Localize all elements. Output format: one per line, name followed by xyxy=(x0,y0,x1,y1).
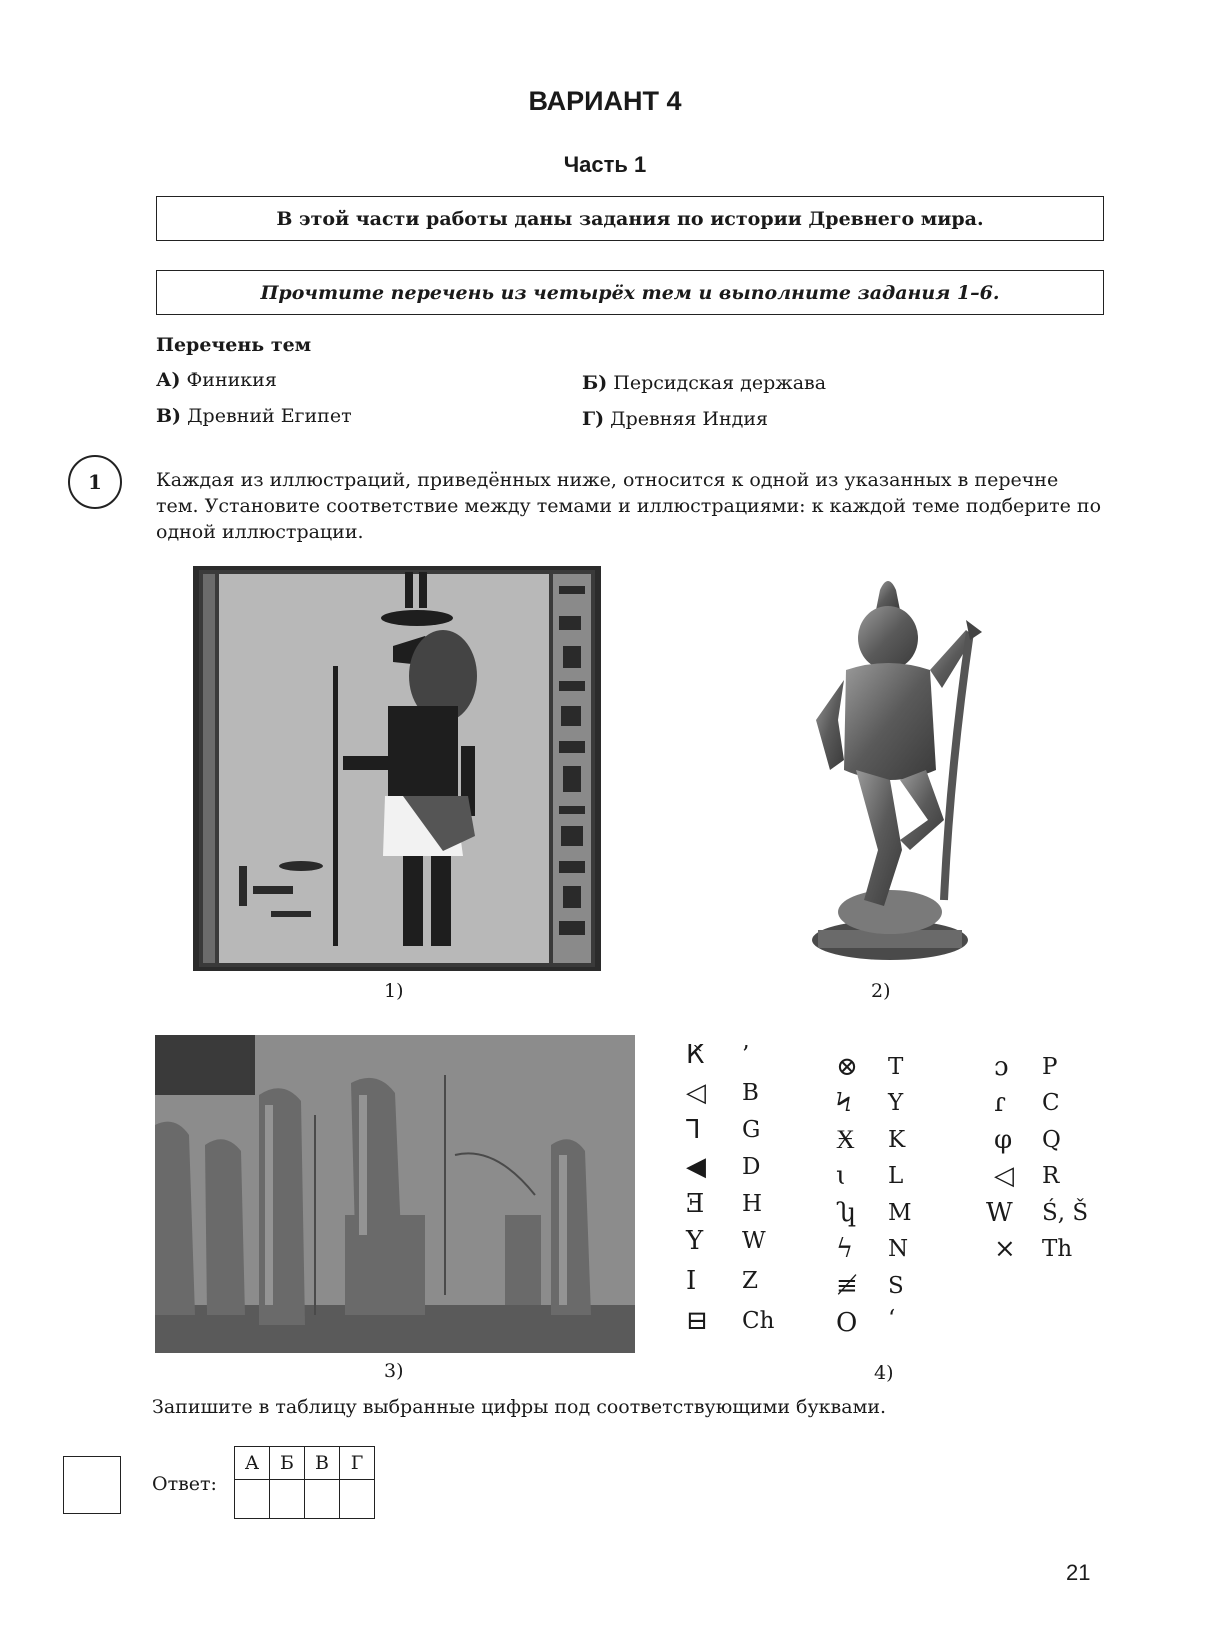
answer-cell-g[interactable] xyxy=(340,1480,375,1519)
task-text: Каждая из иллюстраций, приведённых ниже, относится к одной из указанных в перечне тем. Установите соответствие между темами и иллюстрациями: к каждой теме подберите по одной иллюстрации. xyxy=(156,469,1102,543)
intro-text: В этой части работы даны задания по истории Древнего мира. xyxy=(276,207,984,230)
topic-b xyxy=(582,372,826,394)
answer-header-g: Г xyxy=(340,1447,375,1480)
answer-table-header-row xyxy=(235,1447,375,1480)
page-number: 21 xyxy=(1066,1560,1091,1585)
answer-cell-a[interactable] xyxy=(235,1480,270,1519)
illustration-2 xyxy=(760,570,1020,970)
alphabet-letter: S xyxy=(888,1273,904,1299)
alphabet-letter: W xyxy=(742,1228,766,1254)
answer-cell-b[interactable] xyxy=(270,1480,305,1519)
answer-label: Ответ: xyxy=(152,1473,217,1495)
alphabet-letter: Ch xyxy=(742,1308,775,1334)
topics-heading: Перечень тем xyxy=(156,334,312,356)
alphabet-glyph: ⊗ xyxy=(836,1052,858,1082)
alphabet-glyph: W xyxy=(986,1198,1013,1228)
alphabet-glyph: ≢ xyxy=(836,1271,858,1301)
alphabet-glyph: O xyxy=(836,1308,858,1338)
alphabet-glyph: Ϟ xyxy=(836,1088,852,1118)
answer-header-v: В xyxy=(305,1447,340,1480)
instruction-text: Прочтите перечень из четырёх тем и выполните задания 1–6. xyxy=(260,281,1000,304)
alphabet-glyph: ɩ xyxy=(836,1161,847,1191)
answer-table-value-row xyxy=(235,1480,375,1519)
topic-a xyxy=(156,369,277,391)
alphabet-letter: T xyxy=(888,1054,904,1080)
alphabet-letter: R xyxy=(1042,1163,1060,1189)
topic-v xyxy=(156,405,352,427)
topic-label: Персидская держава xyxy=(613,372,827,394)
part-title: Часть 1 xyxy=(563,152,647,177)
alphabet-letter: N xyxy=(888,1236,909,1262)
alphabet-letter: B xyxy=(742,1080,759,1106)
alphabet-glyph: ◀ xyxy=(686,1152,706,1182)
alphabet-glyph: ⅂ xyxy=(686,1115,701,1145)
alphabet-letter: G xyxy=(742,1117,761,1143)
alphabet-glyph: Ԟ xyxy=(686,1040,705,1070)
illustration-3 xyxy=(155,1035,635,1353)
task-number: 1 xyxy=(68,455,122,509)
illustration-4 xyxy=(670,1040,1090,1350)
alphabet-glyph: ʮ xyxy=(836,1198,857,1228)
persian-relief-image xyxy=(155,1035,635,1353)
answer-header-a: А xyxy=(235,1447,270,1480)
topic-label: Древний Египет xyxy=(187,405,352,427)
variant-title: ВАРИАНТ 4 xyxy=(528,86,682,116)
intro-box xyxy=(156,196,1104,241)
alphabet-letter: P xyxy=(1042,1054,1058,1080)
alphabet-letter: ’ xyxy=(742,1042,750,1068)
alphabet-glyph: Y xyxy=(686,1226,704,1256)
illustration-4-caption: 4) xyxy=(874,1362,894,1384)
answer-header-b: Б xyxy=(270,1447,305,1480)
alphabet-letter: L xyxy=(888,1163,904,1189)
alphabet-glyph: I xyxy=(686,1266,697,1296)
alphabet-letter: K xyxy=(888,1127,906,1153)
alphabet-letter: ‘ xyxy=(888,1306,896,1332)
answer-table xyxy=(234,1446,375,1519)
alphabet-glyph: ⊟ xyxy=(686,1306,708,1336)
topic-g xyxy=(582,408,768,430)
alphabet-letter: Q xyxy=(1042,1127,1061,1153)
alphabet-letter: C xyxy=(1042,1090,1060,1116)
answer-cell-v[interactable] xyxy=(305,1480,340,1519)
alphabet-glyph: ◁ xyxy=(686,1078,706,1108)
alphabet-glyph: Ǝ xyxy=(686,1189,705,1219)
alphabet-letter: Th xyxy=(1042,1236,1073,1262)
alphabet-glyph: Ӿ xyxy=(836,1125,855,1155)
topic-label: Древняя Индия xyxy=(610,408,768,430)
alphabet-glyph: ◁ xyxy=(994,1161,1014,1191)
answer-checkbox[interactable] xyxy=(63,1456,121,1514)
illustration-2-caption: 2) xyxy=(871,980,891,1002)
egyptian-painting-image xyxy=(193,566,601,971)
alphabet-glyph: φ xyxy=(994,1125,1013,1155)
alphabet-glyph: ɾ xyxy=(994,1088,1006,1118)
alphabet-letter: Y xyxy=(888,1090,904,1116)
topic-letter: В) xyxy=(156,405,182,427)
alphabet-glyph: ϟ xyxy=(836,1234,854,1264)
alphabet-glyph: × xyxy=(994,1234,1016,1264)
topic-label: Финикия xyxy=(186,369,277,391)
illustration-1-caption: 1) xyxy=(384,980,404,1002)
illustration-3-caption: 3) xyxy=(384,1360,404,1382)
topic-letter: Б) xyxy=(582,372,608,394)
topic-letter: Г) xyxy=(582,408,605,430)
alphabet-letter: Ś, Š xyxy=(1042,1200,1089,1226)
alphabet-letter: Z xyxy=(742,1268,758,1294)
alphabet-letter: H xyxy=(742,1191,763,1217)
alphabet-letter: D xyxy=(742,1154,761,1180)
illustration-1 xyxy=(193,566,601,971)
answer-prompt: Запишите в таблицу выбранные цифры под соответствующими буквами. xyxy=(152,1396,887,1418)
topic-letter: А) xyxy=(156,369,181,391)
alphabet-glyph: ɔ xyxy=(994,1052,1009,1082)
bronze-figure-image xyxy=(760,570,1020,970)
instruction-box xyxy=(156,270,1104,315)
alphabet-letter: M xyxy=(888,1200,912,1226)
